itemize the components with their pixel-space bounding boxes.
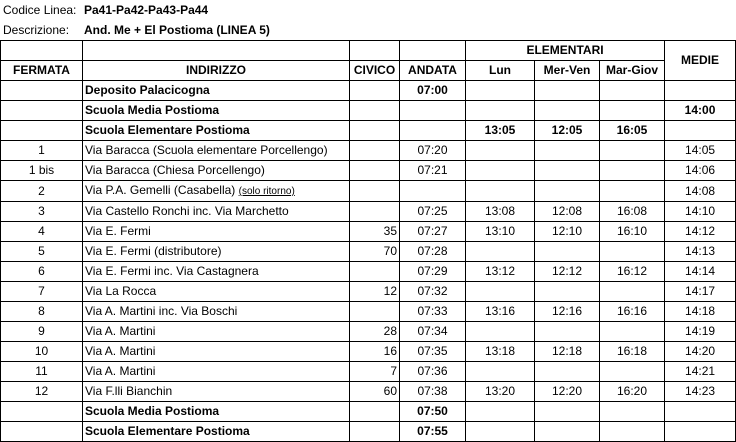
indirizzo-cell	[83, 282, 350, 302]
fermata-cell	[1, 402, 83, 422]
table-row	[1, 242, 736, 262]
table-row	[1, 362, 736, 382]
civico-cell	[350, 101, 400, 121]
mar-giov-cell	[600, 282, 665, 302]
mer-ven-cell	[535, 101, 600, 121]
mer-ven-cell	[535, 282, 600, 302]
andata-cell: 07:25	[400, 202, 466, 222]
andata-cell: 07:38	[400, 382, 466, 402]
andata-cell	[400, 101, 466, 121]
andata-cell: 07:55	[400, 422, 466, 442]
andata-header: ANDATA	[400, 61, 466, 81]
table-row	[1, 262, 736, 282]
mar-giov-cell	[600, 81, 665, 101]
indirizzo-cell	[83, 362, 350, 382]
mar-giov-cell: 16:12	[600, 262, 665, 282]
mar-giov-cell: 16:05	[600, 121, 665, 141]
address-text: Via A. Martini	[85, 364, 156, 378]
fermata-cell	[1, 422, 83, 442]
indirizzo-cell	[83, 262, 350, 282]
lun-cell: 13:08	[466, 202, 535, 222]
fermata-cell: 11	[1, 362, 83, 382]
table-row	[1, 81, 736, 101]
mer-ven-cell: 12:20	[535, 382, 600, 402]
lun-cell	[466, 322, 535, 342]
fermata-cell: 10	[1, 342, 83, 362]
indirizzo-cell	[83, 101, 350, 121]
blank-header-cell	[400, 41, 466, 61]
mer-ven-header: Mer-Ven	[535, 61, 600, 81]
lun-cell	[466, 101, 535, 121]
mar-giov-cell	[600, 161, 665, 181]
indirizzo-cell	[83, 202, 350, 222]
civico-cell	[350, 181, 400, 202]
medie-cell: 14:23	[665, 382, 736, 402]
elementari-header: ELEMENTARI	[466, 41, 665, 61]
medie-header: MEDIE	[665, 41, 736, 81]
indirizzo-cell	[83, 181, 350, 202]
table-row	[1, 202, 736, 222]
mer-ven-cell: 12:12	[535, 262, 600, 282]
mer-ven-cell: 12:16	[535, 302, 600, 322]
indirizzo-cell	[83, 402, 350, 422]
civico-cell	[350, 121, 400, 141]
civico-cell: 16	[350, 342, 400, 362]
mer-ven-cell: 12:10	[535, 222, 600, 242]
lun-cell	[466, 282, 535, 302]
lun-cell: 13:05	[466, 121, 535, 141]
mar-giov-cell	[600, 181, 665, 202]
indirizzo-cell	[83, 141, 350, 161]
address-text: Deposito Palacicogna	[85, 83, 210, 97]
table-row	[1, 161, 736, 181]
line-code-label: Codice Linea:	[3, 3, 77, 17]
medie-cell: 14:19	[665, 322, 736, 342]
lun-header: Lun	[466, 61, 535, 81]
medie-cell: 14:12	[665, 222, 736, 242]
indirizzo-cell	[83, 322, 350, 342]
civico-cell: 35	[350, 222, 400, 242]
lun-cell	[466, 81, 535, 101]
mar-giov-cell	[600, 402, 665, 422]
medie-cell	[665, 402, 736, 422]
mer-ven-cell	[535, 402, 600, 422]
civico-cell: 70	[350, 242, 400, 262]
lun-cell: 13:20	[466, 382, 535, 402]
civico-cell: 7	[350, 362, 400, 382]
line-code-row	[3, 0, 403, 20]
table-row	[1, 181, 736, 202]
fermata-cell: 12	[1, 382, 83, 402]
andata-cell: 07:27	[400, 222, 466, 242]
blank-header-cell	[350, 41, 400, 61]
andata-cell: 07:20	[400, 141, 466, 161]
mar-giov-header: Mar-Giov	[600, 61, 665, 81]
address-text: Via F.lli Bianchin	[85, 384, 173, 398]
fermata-cell: 6	[1, 262, 83, 282]
medie-cell: 14:20	[665, 342, 736, 362]
mer-ven-cell	[535, 362, 600, 382]
indirizzo-cell	[83, 302, 350, 322]
blank-header-cell	[83, 41, 350, 61]
return-only-note: (solo ritorno)	[238, 186, 295, 197]
table-row	[1, 422, 736, 442]
fermata-cell: 7	[1, 282, 83, 302]
table-row	[1, 141, 736, 161]
fermata-cell	[1, 101, 83, 121]
table-row	[1, 322, 736, 342]
andata-cell	[400, 121, 466, 141]
medie-cell: 14:21	[665, 362, 736, 382]
address-text: Via E. Fermi	[85, 224, 151, 238]
mar-giov-cell: 16:16	[600, 302, 665, 322]
civico-cell: 12	[350, 282, 400, 302]
description-value: And. Me + El Postioma (LINEA 5)	[84, 23, 270, 37]
mar-giov-cell	[600, 362, 665, 382]
indirizzo-cell	[83, 81, 350, 101]
civico-cell	[350, 81, 400, 101]
indirizzo-cell	[83, 342, 350, 362]
medie-cell: 14:00	[665, 101, 736, 121]
mer-ven-cell: 12:08	[535, 202, 600, 222]
fermata-cell: 4	[1, 222, 83, 242]
fermata-cell: 9	[1, 322, 83, 342]
address-text: Via A. Martini	[85, 344, 156, 358]
andata-cell: 07:28	[400, 242, 466, 262]
mar-giov-cell: 16:18	[600, 342, 665, 362]
lun-cell: 13:16	[466, 302, 535, 322]
mer-ven-cell	[535, 181, 600, 202]
address-text: Scuola Elementare Postioma	[85, 123, 250, 137]
address-text: Via A. Martini inc. Via Boschi	[85, 304, 238, 318]
civico-cell	[350, 202, 400, 222]
civico-cell	[350, 302, 400, 322]
medie-cell: 14:05	[665, 141, 736, 161]
medie-cell: 14:08	[665, 181, 736, 202]
line-code-value: Pa41-Pa42-Pa43-Pa44	[84, 3, 209, 17]
mar-giov-cell	[600, 242, 665, 262]
table-row	[1, 121, 736, 141]
table-row	[1, 101, 736, 121]
lun-cell	[466, 181, 535, 202]
andata-cell: 07:29	[400, 262, 466, 282]
address-text: Scuola Media Postioma	[85, 404, 220, 418]
mar-giov-cell: 16:10	[600, 222, 665, 242]
medie-cell: 14:10	[665, 202, 736, 222]
lun-cell: 13:12	[466, 262, 535, 282]
address-text: Via Baracca (Scuola elementare Porcellengo)	[85, 143, 328, 157]
andata-cell: 07:21	[400, 161, 466, 181]
fermata-cell	[1, 121, 83, 141]
address-text: Via E. Fermi (distributore)	[85, 244, 222, 258]
mar-giov-cell	[600, 322, 665, 342]
medie-cell	[665, 81, 736, 101]
timetable	[0, 40, 736, 442]
mar-giov-cell	[600, 101, 665, 121]
address-text: Via P.A. Gemelli (Casabella)	[85, 183, 236, 197]
medie-cell: 14:06	[665, 161, 736, 181]
medie-cell: 14:13	[665, 242, 736, 262]
andata-cell: 07:32	[400, 282, 466, 302]
civico-cell	[350, 141, 400, 161]
medie-cell	[665, 422, 736, 442]
fermata-header: FERMATA	[1, 61, 83, 81]
address-text: Via E. Fermi inc. Via Castagnera	[85, 264, 259, 278]
fermata-cell	[1, 81, 83, 101]
andata-cell: 07:50	[400, 402, 466, 422]
lun-cell	[466, 161, 535, 181]
civico-cell	[350, 402, 400, 422]
medie-cell: 14:18	[665, 302, 736, 322]
address-text: Via Baracca (Chiesa Porcellengo)	[85, 163, 265, 177]
lun-cell	[466, 242, 535, 262]
indirizzo-cell	[83, 382, 350, 402]
andata-cell: 07:35	[400, 342, 466, 362]
indirizzo-cell	[83, 222, 350, 242]
mar-giov-cell: 16:08	[600, 202, 665, 222]
address-text: Via Castello Ronchi inc. Via Marchetto	[85, 204, 289, 218]
address-text: Via A. Martini	[85, 324, 156, 338]
address-text: Scuola Media Postioma	[85, 103, 220, 117]
mer-ven-cell	[535, 81, 600, 101]
fermata-cell: 1 bis	[1, 161, 83, 181]
lun-cell	[466, 402, 535, 422]
lun-cell: 13:10	[466, 222, 535, 242]
mer-ven-cell	[535, 322, 600, 342]
mer-ven-cell	[535, 422, 600, 442]
medie-cell: 14:17	[665, 282, 736, 302]
lun-cell	[466, 362, 535, 382]
mer-ven-cell: 12:18	[535, 342, 600, 362]
lun-cell	[466, 141, 535, 161]
blank-header-cell	[1, 41, 83, 61]
fermata-cell: 2	[1, 181, 83, 202]
fermata-cell: 8	[1, 302, 83, 322]
fermata-cell: 1	[1, 141, 83, 161]
mar-giov-cell	[600, 141, 665, 161]
medie-cell: 14:14	[665, 262, 736, 282]
andata-cell	[400, 181, 466, 202]
civico-cell	[350, 262, 400, 282]
civico-cell: 60	[350, 382, 400, 402]
mer-ven-cell	[535, 141, 600, 161]
medie-cell	[665, 121, 736, 141]
andata-cell: 07:00	[400, 81, 466, 101]
indirizzo-cell	[83, 422, 350, 442]
mar-giov-cell	[600, 422, 665, 442]
mar-giov-cell: 16:20	[600, 382, 665, 402]
table-row	[1, 382, 736, 402]
table-row	[1, 302, 736, 322]
mer-ven-cell	[535, 242, 600, 262]
lun-cell	[466, 422, 535, 442]
description-row	[3, 20, 403, 40]
civico-cell	[350, 422, 400, 442]
address-text: Via La Rocca	[85, 284, 157, 298]
fermata-cell: 3	[1, 202, 83, 222]
table-row	[1, 342, 736, 362]
lun-cell: 13:18	[466, 342, 535, 362]
indirizzo-cell	[83, 242, 350, 262]
civico-cell: 28	[350, 322, 400, 342]
civico-header: CIVICO	[350, 61, 400, 81]
indirizzo-cell	[83, 161, 350, 181]
indirizzo-cell	[83, 121, 350, 141]
mer-ven-cell: 12:05	[535, 121, 600, 141]
civico-cell	[350, 161, 400, 181]
andata-cell: 07:33	[400, 302, 466, 322]
andata-cell: 07:36	[400, 362, 466, 382]
table-row	[1, 282, 736, 302]
address-text: Scuola Elementare Postioma	[85, 424, 250, 438]
table-row	[1, 222, 736, 242]
indirizzo-header: INDIRIZZO	[83, 61, 350, 81]
fermata-cell: 5	[1, 242, 83, 262]
andata-cell: 07:34	[400, 322, 466, 342]
description-label: Descrizione:	[3, 23, 70, 37]
mer-ven-cell	[535, 161, 600, 181]
table-row	[1, 402, 736, 422]
